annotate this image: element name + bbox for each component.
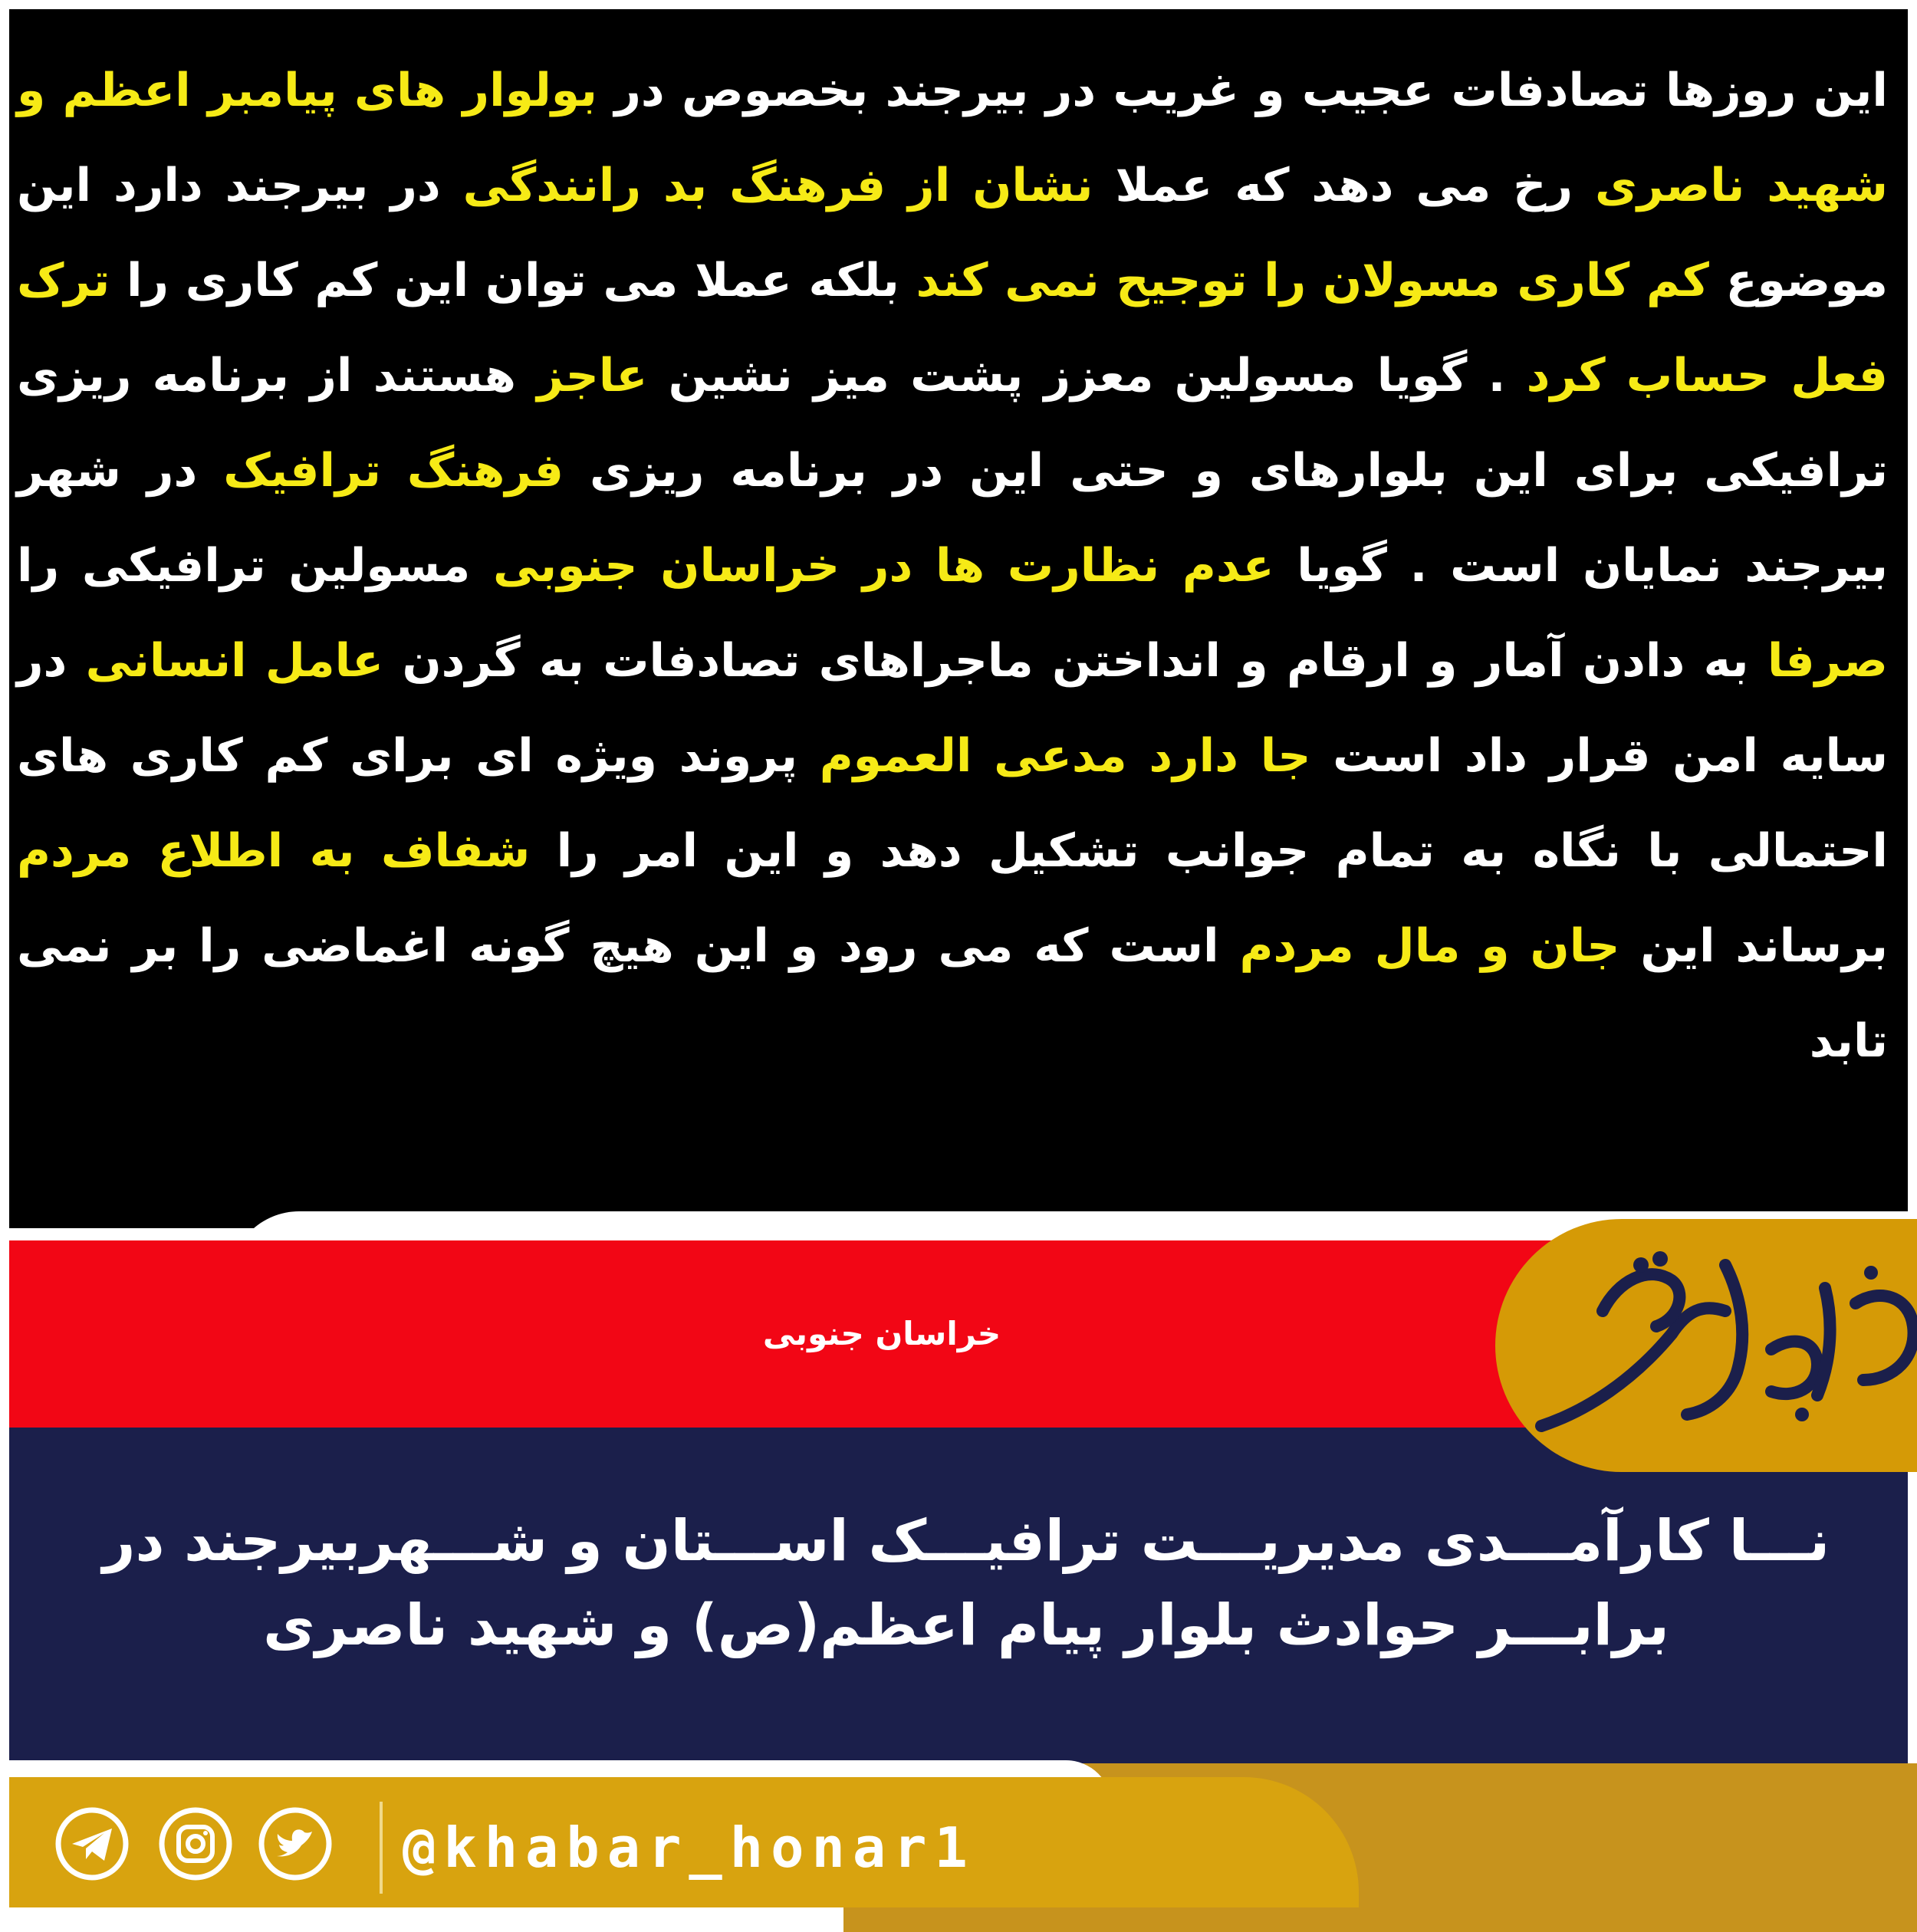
- twitter-icon[interactable]: [257, 1806, 334, 1882]
- highlighted-phrase: کم کاری مسولان را توجیح نمی کند: [916, 254, 1709, 307]
- highlighted-phrase: صرفا: [1767, 634, 1888, 688]
- article-panel: [9, 9, 1908, 1228]
- article-body: [17, 43, 1888, 1089]
- khabar-honar-calligraphy-logo: [1495, 1219, 1917, 1472]
- highlighted-phrase: عدم نظارت ها در خراسان جنوبی: [492, 539, 1274, 593]
- article-text-segment: برساند این: [1619, 919, 1889, 973]
- instagram-icon[interactable]: [157, 1806, 234, 1882]
- highlighted-phrase: شفاف به اطلاع مردم: [17, 824, 531, 878]
- article-text-segment: است که می رود و این هیچ گونه اغماضی را بر نمی تابد: [17, 919, 1888, 1068]
- highlighted-phrase: عامل انسانی: [85, 634, 384, 688]
- article-text-segment: این روزها تصادفات عجیب و غریب در بیرجند بخصوص در: [597, 64, 1889, 117]
- social-handle[interactable]: @khabar_honar1: [403, 1815, 975, 1880]
- highlighted-phrase: عاجز: [537, 349, 648, 402]
- article-text-segment: در شهر بیرجند نمایان است . گویا: [17, 444, 1889, 593]
- article-text-segment: در بیرجند دارد این موضوع: [17, 159, 1888, 307]
- region-label: خراسان جنوبی: [762, 1315, 1001, 1352]
- article-text-segment: بلکه عملا می توان این کم کاری را: [110, 254, 916, 307]
- highlighted-phrase: بولوار های پیامبر اعظم و شهید ناصری: [17, 64, 1888, 212]
- footer-divider: [380, 1802, 383, 1894]
- article-text-segment: هستند از برنامه ریزی ترافیکی برای این بلوارهای و حتی این در برنامه ریزی: [17, 349, 1889, 498]
- highlighted-phrase: جا دارد مدعی العموم: [819, 729, 1311, 783]
- highlighted-phrase: جان و مال مردم: [1239, 919, 1620, 973]
- article-text-segment: مسولین ترافیکی را: [17, 539, 493, 593]
- highlighted-phrase: نشان از فرهنگ بد رانندگی: [462, 159, 1093, 212]
- article-text-segment: به دادن آمار و ارقام و انداختن ماجراهای تصادفات به گردن: [383, 634, 1767, 688]
- article-text-segment: . گویا مسولین معزز پشت میز نشین: [647, 349, 1527, 402]
- telegram-icon[interactable]: [54, 1806, 130, 1882]
- headline: نـــا کارآمـــدی مدیریـــت ترافیـــک اســـتان و شـــهربیرجند در برابـــر حوادث بلوار پیام اعظم(ص) و شهید ناصری: [102, 1508, 1830, 1658]
- article-text-segment: پروند ویژه ای برای کم کاری های احتمالی با نگاه به تمام جوانب تشکیل دهد و این امر را: [17, 729, 1888, 878]
- highlighted-phrase: فرهنگ ترافیک: [223, 444, 564, 498]
- highlighted-phrase: ترک فعل حساب کرد: [17, 254, 1889, 402]
- logo-badge: [1495, 1219, 1917, 1472]
- article-text-segment: رخ می دهد که عملا: [1093, 159, 1595, 212]
- article-text-segment: در سایه امن قرار داد است: [17, 634, 1889, 783]
